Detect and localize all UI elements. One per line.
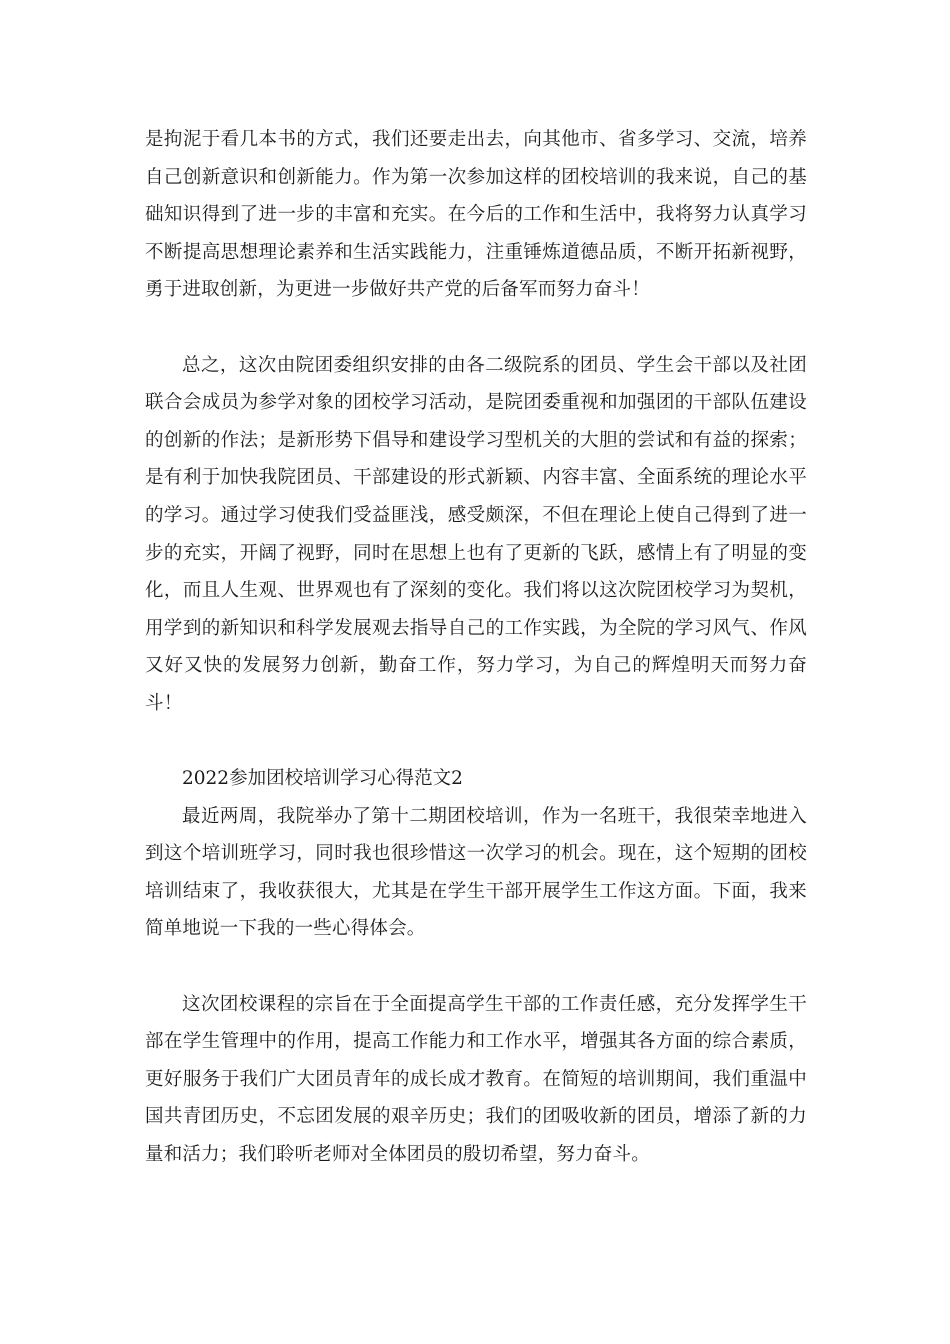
paragraph-gap	[145, 309, 807, 347]
paragraph-gap	[145, 948, 807, 986]
paragraph-intro: 最近两周，我院举办了第十二期团校培训，作为一名班干，我很荣幸地进入到这个培训班学习，同时我也很珍惜这一次学习的机会。现在，这个短期的团校培训结束了，我收获很大，尤其是在学生干部开展学生工作这方面。下面，我来简单地说一下我的一些心得体会。	[145, 805, 807, 940]
paragraph-summary: 总之，这次由院团委组织安排的由各二级院系的团员、学生会干部以及社团联合会成员为参学对象的团校学习活动，是院团委重视和加强团的干部队伍建设的创新的作法；是新形势下倡导和建设学习型机关的大胆的尝试和有益的探索；是有利于加快我院团员、干部建设的形式新颖、内容丰富、全面系统的理论水平的学习。通过学习使我们受益匪浅，感受颇深，不但在理论上使自己得到了进一步的充实，开阔了视野，同时在思想上也有了更新的飞跃，感情上有了明显的变化，而且人生观、世界观也有了深刻的变化。我们将以这次院团校学习为契机，用学到的新知识和科学发展观去指导自己的工作实践，为全院的学习风气、作风又好又快的发展努力创新，勤奋工作，努力学习，为自己的辉煌明天而努力奋斗！	[145, 354, 807, 714]
paragraph-continuation: 是拘泥于看几本书的方式，我们还要走出去，向其他市、省多学习、交流，培养自己创新意识和创新能力。作为第一次参加这样的团校培训的我来说，自己的基础知识得到了进一步的丰富和充实。在今后的工作和生活中，我将努力认真学习不断提高思想理论素养和生活实践能力，注重锤炼道德品质，不断开拓新视野，勇于进取创新，为更进一步做好共产党的后备军而努力奋斗！	[145, 129, 807, 301]
section-heading: 2022参加团校培训学习心得范文2	[182, 768, 463, 790]
paragraph-gap	[145, 723, 807, 761]
document-body	[145, 121, 807, 1174]
paragraph-course-purpose: 这次团校课程的宗旨在于全面提高学生干部的工作责任感，充分发挥学生干部在学生管理中的作用，提高工作能力和工作水平，增强其各方面的综合素质，更好服务于我们广大团员青年的成长成才教育。在简短的培训期间，我们重温中国共青团历史，不忘团发展的艰辛历史；我们的团吸收新的团员，增添了新的力量和活力；我们聆听老师对全体团员的殷切希望，努力奋斗。	[145, 993, 807, 1166]
